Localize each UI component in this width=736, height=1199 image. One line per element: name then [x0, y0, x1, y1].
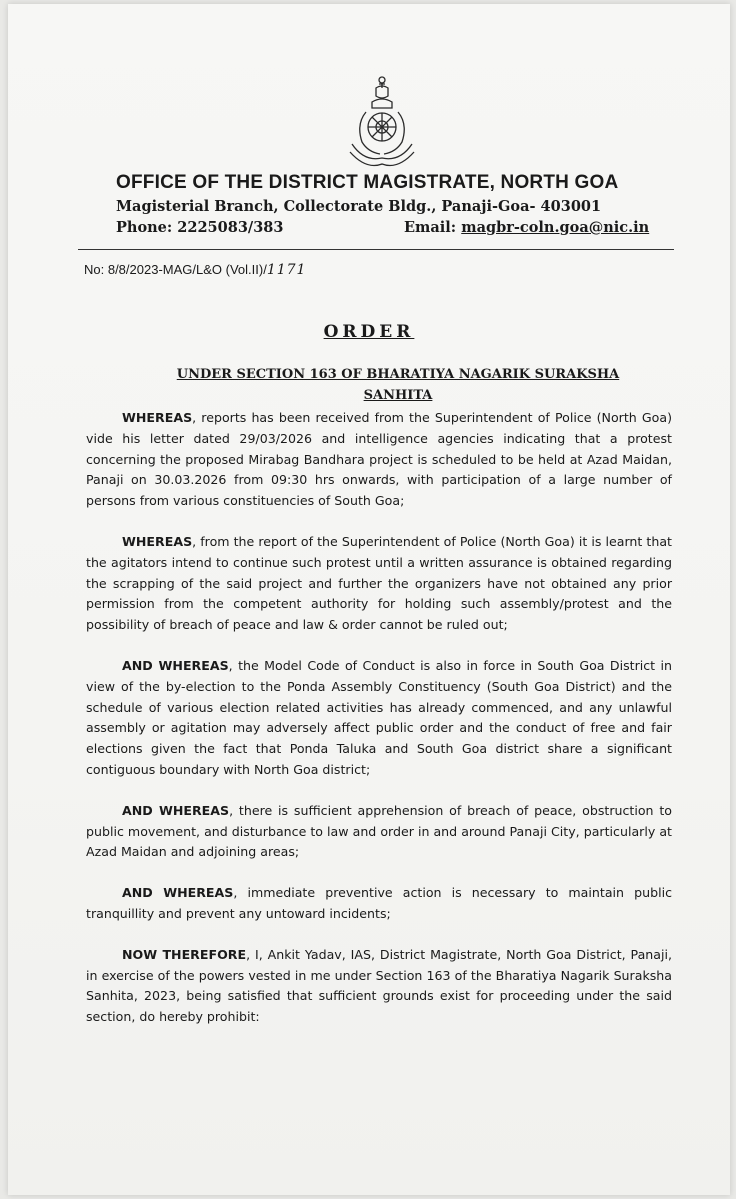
- contact-row: [116, 219, 710, 239]
- paragraph-lead: WHEREAS: [122, 533, 193, 549]
- paragraph-text: , I, Ankit Yadav, IAS, District Magistrate, North Goa District, Panaji, in exercise of the powers vested in me under Section 163 of the Bharatiya Nagarik Suraksha Sanhita, 2023, being satisfied that sufficient grounds exist for proceeding under the said section, do hereby prohibit:: [86, 946, 673, 1025]
- paragraph-lead: AND WHEREAS: [122, 802, 230, 818]
- email-label: Email:: [404, 219, 457, 236]
- reference-number: [84, 262, 306, 278]
- subtitle-line-2: SANHITA: [363, 388, 433, 403]
- paragraph-text: , there is sufficient apprehension of breach of peace, obstruction to public movement, and disturbance to law and order in and around Panaji City, particularly at Azad Maidan and adjoining areas;: [86, 802, 672, 860]
- office-address: Magisterial Branch, Collectorate Bldg., Panaji-Goa- 403001: [116, 198, 602, 215]
- phone-number: Phone: 2225083/383: [116, 219, 284, 236]
- paragraph-text: , the Model Code of Conduct is also in force in South Goa District in view of the by-election to the Ponda Assembly Constituency (South Goa District) and the schedule of various election related activities has already commenced, and any unlawful assembly or agitation may adversely affect public order and the conduct of free and fair elections given the fact that Ponda Taluka and South Goa district share a significant contiguous boundary with North Goa district;: [86, 657, 672, 777]
- paragraph-lead: AND WHEREAS: [122, 657, 229, 673]
- paragraph-2: [86, 532, 672, 636]
- paragraph-text: , reports has been received from the Superintendent of Police (North Goa) vide his letter dated 29/03/2026 and intelligence agencies indicating that a protest concerning the proposed Mirabag Bandhara project is scheduled to be held at Azad Maidan, Panaji on 30.03.2026 from 09:30 hrs onwards, with participation of a large number of persons from various constituencies of South Goa;: [86, 410, 672, 509]
- paragraph-text: , from the report of the Superintendent of Police (North Goa) it is learnt that the agitators intend to continue such protest until a written assurance is obtained regarding the scrapping of the said project and further the organizers have not obtained any prior permission from the competent authority for holding such assembly/protest and the possibility of breach of peace and law & order cannot be ruled out;: [86, 533, 672, 633]
- document-page: [8, 4, 730, 1195]
- paragraph-6: [86, 945, 672, 1028]
- header-divider: [78, 249, 674, 250]
- handwritten-dispatch-number: 1171: [266, 262, 307, 278]
- letterhead: [110, 172, 710, 239]
- office-title: OFFICE OF THE DISTRICT MAGISTRATE, NORTH GOA: [116, 172, 619, 193]
- reference-file-number: No: 8/8/2023-MAG/L&O (Vol.II)/: [84, 262, 267, 277]
- paragraph-lead: NOW THEREFORE: [122, 946, 247, 962]
- paragraph-1: [86, 408, 672, 512]
- paragraph-text: , immediate preventive action is necessary to maintain public tranquillity and prevent any untoward incidents;: [86, 885, 672, 921]
- subtitle-line-1: UNDER SECTION 163 OF BHARATIYA NAGARIK SURAKSHA: [176, 367, 620, 382]
- state-emblem-icon: [346, 74, 418, 172]
- email-address: magbr-coln.goa@nic.in: [461, 219, 650, 236]
- paragraph-4: [86, 801, 672, 863]
- paragraph-5: [86, 883, 672, 925]
- email-block: [404, 219, 649, 236]
- paragraph-3: [86, 656, 672, 781]
- paragraph-lead: WHEREAS: [122, 410, 193, 425]
- order-body: [86, 408, 672, 1048]
- order-subtitle: [128, 364, 668, 406]
- order-title: ORDER: [323, 322, 415, 342]
- paragraph-lead: AND WHEREAS: [122, 885, 234, 901]
